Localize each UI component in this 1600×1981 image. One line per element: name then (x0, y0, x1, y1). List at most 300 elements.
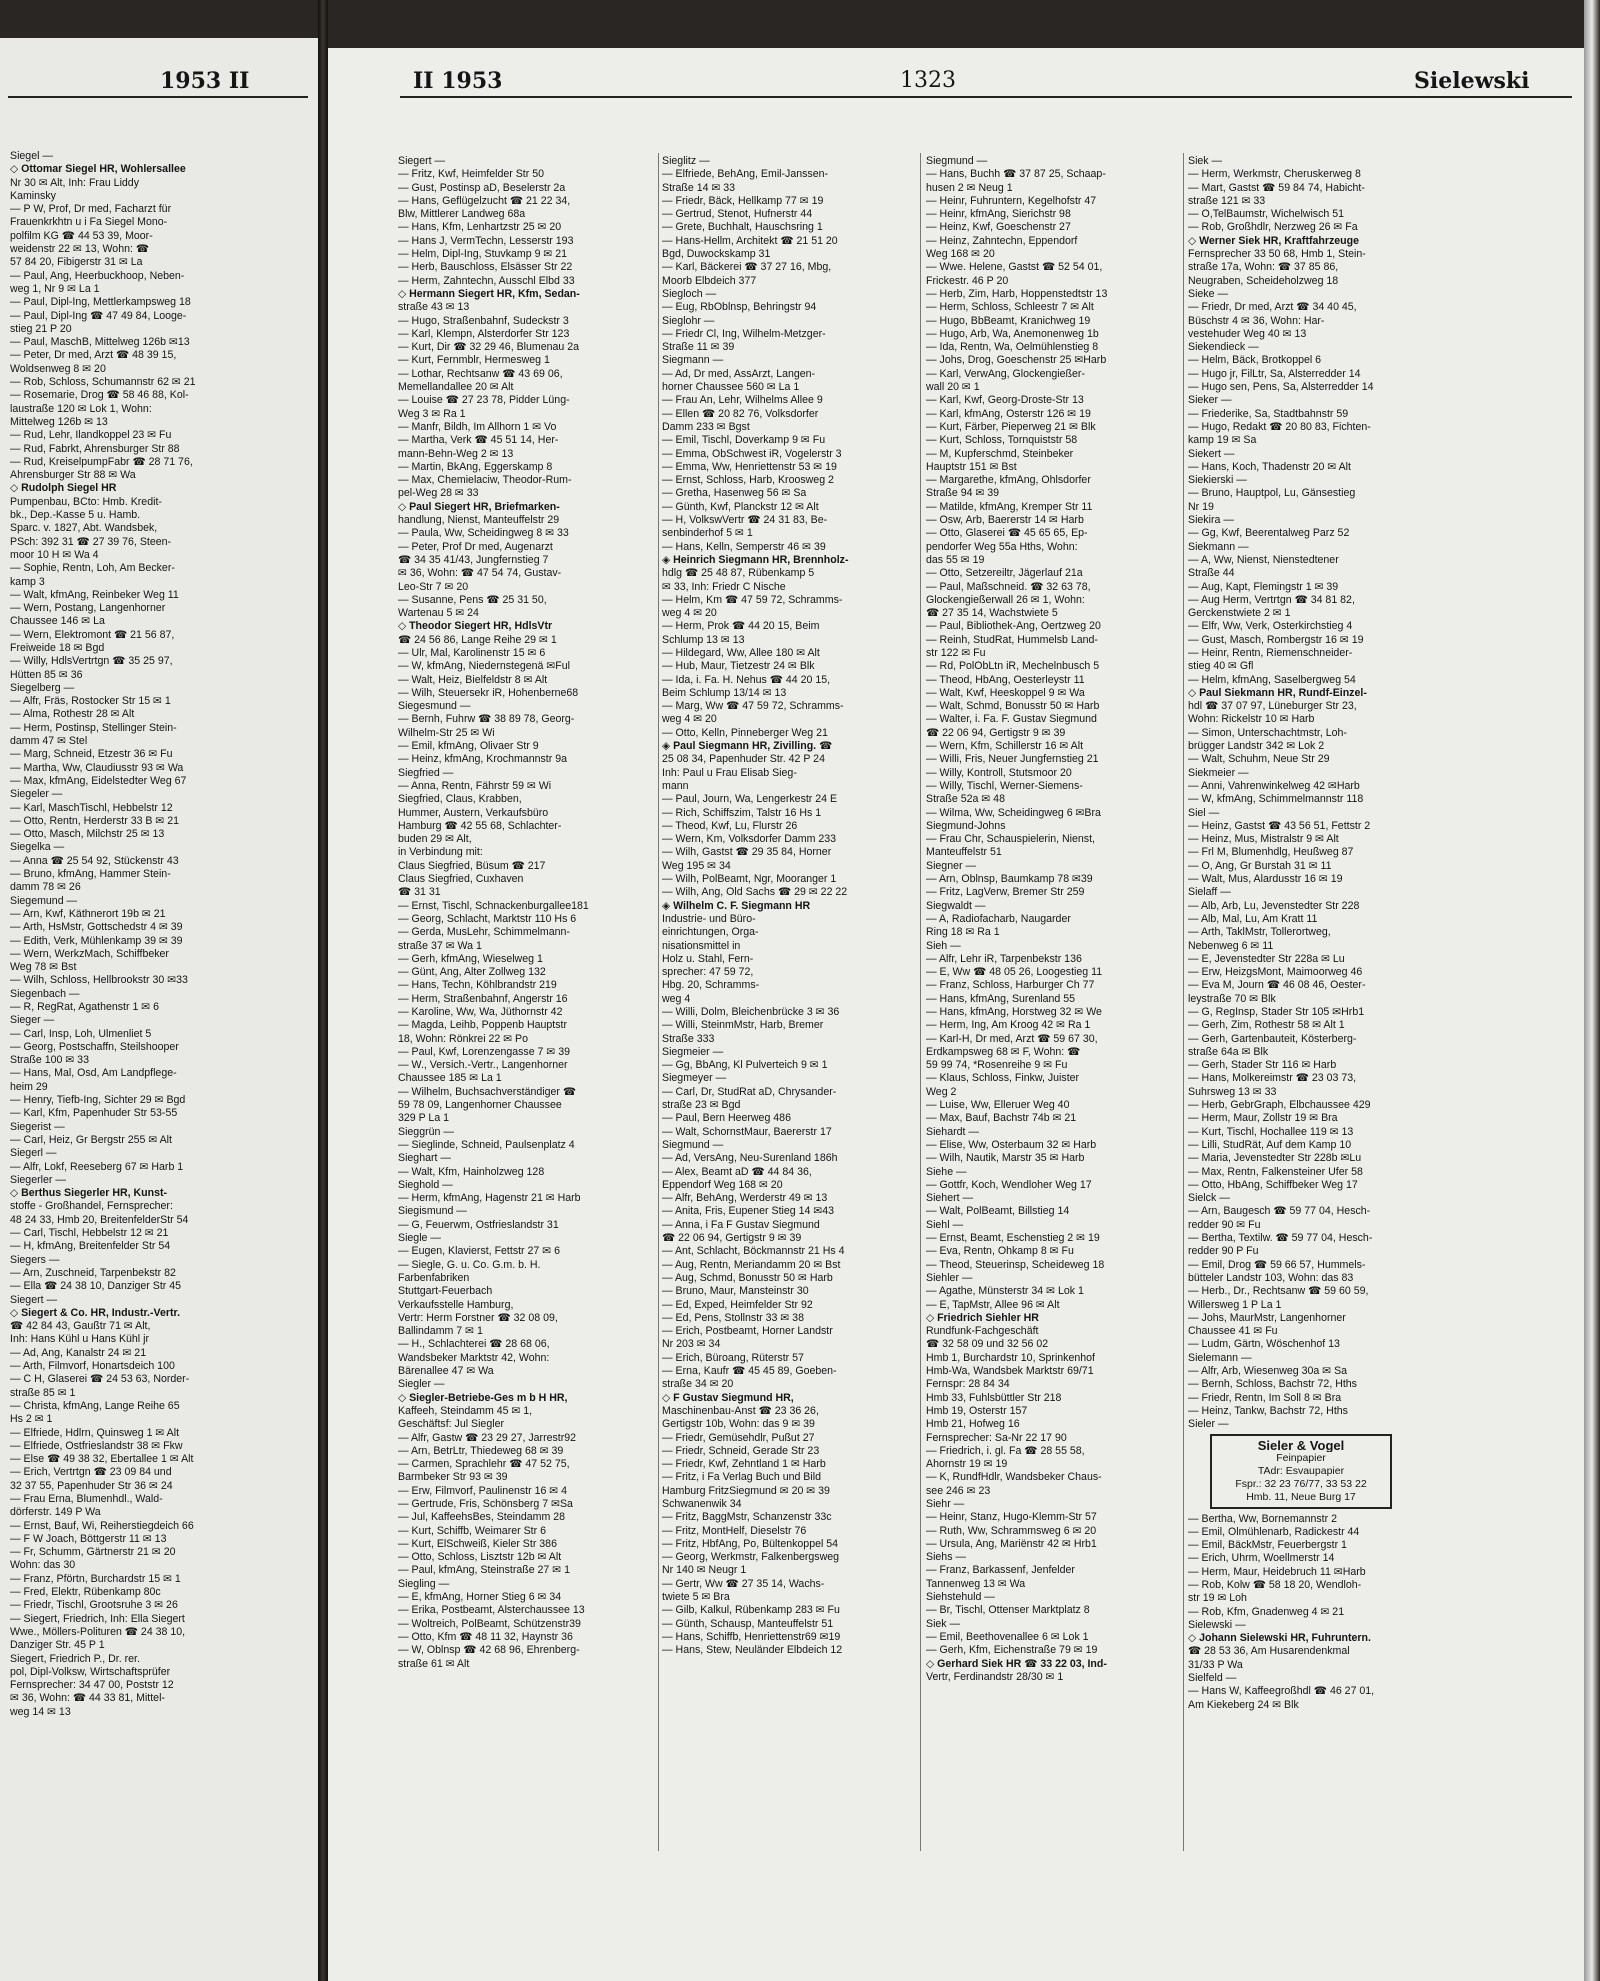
directory-column-3 (926, 155, 1182, 1855)
ad-line: TAdr: Esvaupapier (1257, 1464, 1345, 1477)
directory-entry: Ahrensburger Str 88 ✉ Wa (10, 469, 136, 482)
directory-entry: — Carmen, Sprachlehr ☎ 47 52 75, (398, 1458, 570, 1471)
directory-entry: Freiweide 18 ✉ Bgd (10, 641, 105, 654)
directory-entry: — Paul, Bibliothek-Ang, Oertzweg 20 (926, 620, 1101, 633)
directory-entry: — Hans, kfmAng, Surenland 55 (926, 992, 1075, 1005)
directory-entry: — Hildegard, Ww, Allee 180 ✉ Alt (662, 646, 820, 659)
directory-entry: — Edith, Verk, Mühlenkamp 39 ✉ 39 (10, 934, 183, 947)
directory-entry: — Theod, HbAng, Oesterleystr 11 (926, 673, 1085, 686)
directory-entry: Kaminsky (10, 189, 56, 202)
directory-entry: Fernsprecher 33 50 68, Hmb 1, Stein- (1188, 248, 1366, 261)
directory-entry: — Eva, Rentn, Ohkamp 8 ✉ Fu (926, 1245, 1074, 1258)
directory-entry: laustraße 120 ✉ Lok 1, Wohn: (10, 402, 152, 415)
directory-entry: PSch: 392 31 ☎ 27 39 76, Steen- (10, 535, 172, 548)
directory-entry: — Martin, BkAng, Eggerskamp 8 (398, 460, 553, 473)
directory-entry: ◇ Rudolph Siegel HR (10, 482, 117, 495)
directory-entry: Siegismund — (398, 1205, 467, 1218)
directory-entry: — Emil, Drog ☎ 59 66 57, Hummels- (1188, 1258, 1366, 1271)
directory-entry: hdl ☎ 37 07 97, Lüneburger Str 23, (1188, 700, 1357, 713)
directory-entry: in Verbindung mit: (398, 846, 483, 859)
directory-entry: — Ad, Dr med, AssArzt, Langen- (662, 367, 816, 380)
directory-entry: — Willi, Fris, Neuer Jungfernstieg 21 (926, 753, 1099, 766)
directory-entry: Siegloch — (662, 287, 717, 300)
directory-entry: — Hans, Koch, Thadenstr 20 ✉ Alt (1188, 460, 1351, 473)
directory-entry: — Wilh, Nautik, Marstr 35 ✉ Harb (926, 1152, 1085, 1165)
directory-entry: — Maria, Jevenstedter Str 228b ✉Lu (1188, 1152, 1362, 1165)
directory-entry: — Paul, Kwf, Lorenzengasse 7 ✉ 39 (398, 1045, 570, 1058)
directory-entry: — Alex, Beamt aD ☎ 44 84 36, (662, 1165, 812, 1178)
directory-entry: Hmb 33, Fuhlsbüttler Str 218 (926, 1391, 1062, 1404)
directory-entry: — Ella ☎ 24 38 10, Danziger Str 45 (10, 1280, 182, 1293)
directory-entry: Siel — (1188, 806, 1220, 819)
directory-entry: — A, Ww, Nienst, Nienstedtener (1188, 553, 1339, 566)
directory-entry: vestehuder Weg 40 ✉ 13 (1188, 327, 1307, 340)
directory-entry: — Herm, kfmAng, Hagenstr 21 ✉ Harb (398, 1192, 581, 1205)
directory-entry: — Arth, TaklMstr, Tollerortweg, (1188, 926, 1331, 939)
directory-entry: — Arn, Baugesch ☎ 59 77 04, Hesch- (1188, 1205, 1371, 1218)
directory-entry: — Karl, Kfm, Papenhuder Str 53-55 (10, 1107, 178, 1120)
directory-entry: — P W, Prof, Dr med, Facharzt für (10, 203, 172, 216)
directory-entry: — Günt, Ang, Alter Zollweg 132 (398, 966, 546, 979)
directory-entry: — Johs, Drog, Goeschenstr 25 ✉Harb (926, 354, 1107, 367)
directory-entry: — Alfr, Arb, Wiesenweg 30a ✉ Sa (1188, 1365, 1348, 1378)
directory-entry: — Helm, kfmAng, Saselbergweg 54 (1188, 673, 1356, 686)
directory-entry: — Alfr, BehAng, Werderstr 49 ✉ 13 (662, 1192, 828, 1205)
directory-entry: — Friedr, Dr med, Arzt ☎ 34 40 45, (1188, 301, 1357, 314)
directory-entry: — Paul, Maßschneid. ☎ 32 63 78, (926, 580, 1091, 593)
directory-entry: 32 37 55, Papenhuder Str 36 ✉ 24 (10, 1479, 173, 1492)
directory-entry: — Bruno, Hauptpol, Lu, Gänsestieg (1188, 487, 1356, 500)
directory-entry: — Fritz, LagVerw, Bremer Str 259 (926, 886, 1085, 899)
directory-entry: Vertr: Herm Forstner ☎ 32 08 09, (398, 1311, 558, 1324)
directory-entry: Wwe., Möllers-Polituren ☎ 24 38 10, (10, 1625, 186, 1638)
directory-entry: — Ernst, Tischl, Schnackenburgallee181 (398, 899, 589, 912)
directory-entry: sprecher: 47 59 72, (662, 966, 754, 979)
directory-entry: Sielemann — (1188, 1351, 1252, 1364)
directory-entry: — Walt, Kfm, Hainholzweg 128 (398, 1165, 545, 1178)
directory-entry: — Erw, Filmvorf, Paulinenstr 16 ✉ 4 (398, 1484, 568, 1497)
directory-entry: straße 43 ✉ 13 (398, 301, 470, 314)
directory-entry: mann-Behn-Weg 2 ✉ 13 (398, 447, 514, 460)
directory-entry: — Elfriede, Hdlrn, Quinsweg 1 ✉ Alt (10, 1426, 180, 1439)
directory-entry: — Herb, Zim, Harb, Hoppenstedtstr 13 (926, 287, 1108, 300)
directory-entry: — Friedr, Tischl, Grootsruhe 3 ✉ 26 (10, 1599, 178, 1612)
directory-entry: — Fritz, i Fa Verlag Buch und Bild (662, 1471, 821, 1484)
directory-entry: — Gerh, Kfm, Eichenstraße 79 ✉ 19 (926, 1644, 1098, 1657)
directory-entry: — Emma, Ww, Henriettenstr 53 ✉ 19 (662, 460, 837, 473)
directory-entry: straße 85 ✉ 1 (10, 1386, 76, 1399)
directory-entry: Siekira — (1188, 514, 1234, 527)
directory-entry: Vertr, Ferdinandstr 28/30 ✉ 1 (926, 1670, 1064, 1683)
directory-entry: Wilhelm-Str 25 ✉ Wi (398, 726, 495, 739)
directory-entry: — Friedrich, i. gl. Fa ☎ 28 55 58, (926, 1444, 1085, 1457)
directory-entry: brügger Landstr 342 ✉ Lok 2 (1188, 740, 1325, 753)
directory-entry: — Hans, Molkereimstr ☎ 23 03 73, (1188, 1072, 1357, 1085)
directory-entry: — Emil, Tischl, Doverkamp 9 ✉ Fu (662, 434, 826, 447)
directory-entry: — Willy, HdlsVertrtgn ☎ 35 25 97, (10, 655, 173, 668)
directory-entry: — Walt, Schmd, Bonusstr 50 ✉ Harb (926, 700, 1100, 713)
directory-entry: Siehert — (926, 1192, 974, 1205)
directory-entry: Siehl — (926, 1218, 964, 1231)
directory-entry: husen 2 ✉ Neug 1 (926, 181, 1013, 194)
directory-entry: Memellandallee 20 ✉ Alt (398, 381, 514, 394)
directory-entry: Ballindamm 7 ✉ 1 (398, 1325, 483, 1338)
directory-entry: ☎ 22 06 94, Gertigstr 9 ✉ 39 (662, 1232, 802, 1245)
directory-entry: Straße 11 ✉ 39 (662, 341, 735, 354)
directory-entry: — Herm, Schloss, Schleestr 7 ✉ Alt (926, 301, 1094, 314)
directory-entry: — Gretha, Hasenweg 56 ✉ Sa (662, 487, 807, 500)
directory-entry: Siegelberg — (10, 681, 75, 694)
directory-entry: ✉ 36, Wohn: ☎ 47 54 74, Gustav- (398, 567, 562, 580)
directory-entry: — Anni, Vahrenwinkelweg 42 ✉Harb (1188, 779, 1360, 792)
directory-entry: — Erika, Postbeamt, Alsterchaussee 13 (398, 1604, 585, 1617)
directory-entry: Sieker — (1188, 394, 1232, 407)
directory-entry: — Gertrud, Stenot, Hufnerstr 44 (662, 208, 813, 221)
directory-entry: — Wilh, Gastst ☎ 29 35 84, Horner (662, 846, 832, 859)
directory-entry: Sieglitz — (662, 155, 710, 167)
directory-column-2 (662, 155, 918, 1855)
directory-entry: Siehstehuld — (926, 1591, 995, 1604)
directory-entry: ◇ Ottomar Siegel HR, Wohlersallee (10, 163, 186, 176)
directory-entry: — Ulr, Mal, Karolinenstr 15 ✉ 6 (398, 646, 546, 659)
directory-entry: — Kurt, Schiffb, Weimarer Str 6 (398, 1524, 546, 1537)
ad-line: Fspr.: 32 23 76/77, 33 53 22 (1235, 1477, 1367, 1490)
directory-entry: — Frau Chr, Schauspielerin, Nienst, (926, 833, 1095, 846)
directory-entry: — Wern, Postang, Langenhorner (10, 602, 166, 615)
directory-entry: — Otto, Kfm ☎ 48 11 32, Haynstr 36 (398, 1630, 573, 1643)
directory-entry: — Herm, Maur, Zollstr 19 ✉ Bra (1188, 1112, 1338, 1125)
directory-entry: — Wilh, Steuersekr iR, Hohenberne68 (398, 686, 579, 699)
header-rule-right (400, 96, 1572, 98)
directory-entry: kamp 3 (10, 575, 45, 588)
directory-entry: kamp 19 ✉ Sa (1188, 434, 1257, 447)
directory-entry: — Paul, Ang, Heerbuckhoop, Neben- (10, 269, 185, 282)
directory-entry: — Helm, Dipl-Ing, Stuvkamp 9 ✉ 21 (398, 248, 568, 261)
directory-entry: — Paul, Bern Heerweg 486 (662, 1112, 791, 1125)
directory-entry: str 122 ✉ Fu (926, 646, 986, 659)
directory-entry: — Alb, Arb, Lu, Jevenstedter Str 228 (1188, 899, 1360, 912)
directory-entry: Siehr — (926, 1497, 965, 1510)
directory-entry: Mittelweg 126b ✉ 13 (10, 415, 108, 428)
directory-entry: — Otto, Glaserei ☎ 45 65 65, Ep- (926, 527, 1088, 540)
directory-entry: — Herm, Maur, Heidebruch 11 ✉Harb (1188, 1565, 1366, 1578)
directory-entry: — Max, kfmAng, Eidelstedter Weg 67 (10, 774, 187, 787)
directory-entry: ☎ 28 53 36, Am Husarendenkmal (1188, 1645, 1350, 1658)
directory-entry: — Erich, Postbeamt, Horner Landstr (662, 1325, 833, 1338)
directory-entry: 18, Wohn: Rönkrei 22 ✉ Po (398, 1032, 528, 1045)
directory-entry: mann (662, 779, 689, 792)
directory-entry: — Frau An, Lehr, Wilhelms Allee 9 (662, 394, 823, 407)
directory-entry: — Ant, Schlacht, Böckmannstr 21 Hs 4 (662, 1245, 845, 1258)
directory-entry: damm 47 ✉ Stel (10, 735, 88, 748)
directory-entry: Sielaff — (1188, 886, 1231, 899)
directory-entry: — Theod, Kwf, Lu, Flurstr 26 (662, 819, 798, 832)
directory-entry: Siegerler — (10, 1173, 66, 1186)
directory-entry: — Wilh, Ang, Old Sachs ☎ 29 ✉ 22 22 (662, 886, 848, 899)
directory-entry: Siegmund — (662, 1138, 724, 1151)
directory-entry: — Karl, MaschTischl, Hebbelstr 12 (10, 801, 173, 814)
directory-entry: Siegemund — (10, 894, 78, 907)
directory-entry: straße 64a ✉ Blk (1188, 1045, 1269, 1058)
directory-entry: — Kurt, ElSchweiß, Kieler Str 386 (398, 1537, 557, 1550)
directory-entry: — Susanne, Pens ☎ 25 31 50, (398, 593, 547, 606)
directory-entry: — Kurt, Dir ☎ 32 29 46, Blumenau 2a (398, 341, 580, 354)
directory-entry: — Kurt, Schloss, Tornquiststr 58 (926, 434, 1078, 447)
directory-entry: — Ida, Rentn, Wa, Oelmühlenstieg 8 (926, 341, 1099, 354)
directory-entry: leystraße 70 ✉ Blk (1188, 992, 1276, 1005)
directory-entry: Verkaufsstelle Hamburg, (398, 1298, 514, 1311)
directory-entry: Gerckenstwiete 2 ✉ 1 (1188, 607, 1291, 620)
directory-entry: — Bruno, kfmAng, Hammer Stein- (10, 868, 171, 881)
book-gutter (318, 0, 328, 1981)
directory-entry: — Max, Rentn, Falkensteiner Ufer 58 (1188, 1165, 1363, 1178)
directory-entry: 25 08 34, Papenhuder Str. 42 P 24 (662, 753, 825, 766)
directory-entry: — Rosemarie, Drog ☎ 58 46 88, Kol- (10, 389, 189, 402)
directory-entry: — Ernst, Bauf, Wi, Reiherstiegdeich 66 (10, 1519, 194, 1532)
directory-entry: — Johs, MaurMstr, Langenhorner (1188, 1311, 1346, 1324)
directory-entry: — Anna, Rentn, Fährstr 59 ✉ Wi (398, 779, 552, 792)
directory-entry: — Emil, kfmAng, Olivaer Str 9 (398, 740, 539, 753)
directory-entry: — R, RegRat, Agathenstr 1 ✉ 6 (10, 1001, 160, 1013)
directory-entry: — Louise ☎ 27 23 78, Pidder Lüng- (398, 394, 570, 407)
directory-entry: Fernsprecher: Sa-Nr 22 17 90 (926, 1431, 1067, 1444)
directory-entry: — Rud, Fabrkt, Ahrensburger Str 88 (10, 442, 180, 455)
directory-entry: Siegerl — (10, 1147, 57, 1160)
directory-entry: — Mart, Gastst ☎ 59 84 74, Habicht- (1188, 181, 1365, 194)
directory-entry: ◇ Johann Sielewski HR, Fuhruntern. (1188, 1632, 1371, 1645)
directory-entry: Schwanenwik 34 (662, 1497, 742, 1510)
directory-entry: Ring 18 ✉ Ra 1 (926, 926, 1000, 939)
directory-entry: — Kurt, Färber, Pieperweg 21 ✉ Blk (926, 420, 1096, 433)
directory-entry: — Georg, Postschaffn, Steilshooper (10, 1040, 179, 1053)
directory-entry: Farbenfabriken (398, 1271, 470, 1284)
directory-entry: Siegling — (398, 1577, 450, 1590)
directory-entry: Inh: Paul u Frau Elisab Sieg- (662, 766, 797, 779)
directory-entry: — Erich, Büroang, Rüterstr 57 (662, 1351, 804, 1364)
directory-entry: Siehs — (926, 1551, 967, 1564)
directory-entry: — Friedr, Schneid, Gerade Str 23 (662, 1444, 820, 1457)
directory-entry: — W, kfmAng, Niedernstegenä ✉Ful (398, 660, 570, 673)
directory-entry: Siegwaldt — (926, 899, 986, 912)
directory-entry: ☎ 32 58 09 und 32 56 02 (926, 1338, 1049, 1351)
directory-entry: stieg 21 P 20 (10, 322, 72, 335)
directory-entry: — Hans, Buchh ☎ 37 87 25, Schaap- (926, 168, 1106, 181)
directory-entry: Siegfried, Claus, Krabben, (398, 793, 522, 806)
directory-entry: — Arn, Zuschneid, Tarpenbekstr 82 (10, 1266, 176, 1279)
directory-entry: Sielewski — (1188, 1618, 1246, 1631)
directory-entry: — Frau Erna, Blumenhdl., Wald- (10, 1492, 163, 1505)
directory-entry: — Hans J, VermTechn, Lesserstr 193 (398, 234, 574, 247)
directory-entry: Sieggrün — (398, 1125, 454, 1138)
directory-entry: ◇ Friedrich Siehler HR (926, 1311, 1039, 1324)
directory-entry: — Sophie, Rentn, Loh, Am Becker- (10, 562, 175, 575)
directory-entry: Glockengießerwall 26 ✉ 1, Wohn: (926, 593, 1085, 606)
directory-entry: — Willi, SteinmMstr, Harb, Bremer (662, 1019, 824, 1032)
directory-entry: Wandsbeker Marktstr 42, Wohn: (398, 1351, 550, 1364)
directory-entry: — Fritz, MontHelf, Dieselstr 76 (662, 1524, 807, 1537)
directory-entry: Siekmann — (1188, 540, 1249, 553)
directory-entry: Hummer, Austern, Verkaufsbüro (398, 806, 549, 819)
directory-entry: — W, kfmAng, Schimmelmannstr 118 (1188, 793, 1364, 806)
directory-entry: Straße 94 ✉ 39 (926, 487, 1000, 500)
directory-entry: — Reinh, StudRat, Hummelsb Land- (926, 633, 1098, 646)
directory-entry: — Heinz, Zahntechn, Eppendorf (926, 234, 1078, 247)
directory-entry: ☎ 31 31 (398, 886, 441, 899)
directory-entry: 48 24 33, Hmb 20, BreitenfelderStr 54 (10, 1213, 189, 1226)
directory-entry: ☎ 27 35 14, Wachstwiete 5 (926, 607, 1058, 620)
directory-entry: straße 37 ✉ Wa 1 (398, 939, 482, 952)
directory-entry: hdlg ☎ 25 48 87, Rübenkamp 5 (662, 567, 815, 580)
directory-entry: — Wilh, Schloss, Hellbrookstr 30 ✉33 (10, 974, 188, 987)
directory-entry: Wohn: Rickelstr 10 ✉ Harb (1188, 713, 1315, 726)
directory-entry: Inh: Hans Kühl u Hans Kühl jr (10, 1333, 149, 1346)
column-divider (1183, 153, 1184, 1851)
directory-entry: — Rich, Schiffszim, Talstr 16 Hs 1 (662, 806, 822, 819)
directory-entry: — Gust, Masch, Rombergstr 16 ✉ 19 (1188, 633, 1364, 646)
advertisement-box (1210, 1434, 1392, 1509)
directory-entry: Sieh — (926, 939, 961, 952)
directory-entry: Siegfried — (398, 766, 454, 779)
directory-entry: — Günth, Kwf, Planckstr 12 ✉ Alt (662, 500, 819, 513)
directory-entry: — Otto, Schloss, Lisztstr 12b ✉ Alt (398, 1551, 562, 1564)
directory-entry: — Hugo, Straßenbahnf, Sudeckstr 3 (398, 314, 569, 327)
directory-entry: — Lothar, Rechtsanw ☎ 43 69 06, (398, 367, 563, 380)
directory-entry: Siegert, Friedrich P., Dr. rer. (10, 1652, 140, 1665)
directory-entry: — Aug, Schmd, Bonusstr 50 ✉ Harb (662, 1271, 833, 1284)
directory-entry: Damm 233 ✉ Bgst (662, 420, 750, 433)
directory-entry: — Rd, PolObLtn iR, Mechelnbusch 5 (926, 660, 1100, 673)
directory-entry: — Karl, Klempn, Alsterdorfer Str 123 (398, 327, 570, 340)
directory-entry: das 55 ✉ 19 (926, 553, 985, 566)
directory-entry: — Heinr, kfmAng, Sierichstr 98 (926, 208, 1071, 221)
directory-entry: Nr 30 ✉ Alt, Inh: Frau Liddy (10, 176, 139, 189)
directory-entry: — Gerh, Stader Str 116 ✉ Harb (1188, 1059, 1337, 1072)
directory-entry: ☎ 42 84 43, Gaußtr 71 ✉ Alt, (10, 1320, 151, 1333)
directory-entry: — Hans, Kelln, Semperstr 46 ✉ 39 (662, 540, 826, 553)
directory-entry: Siehe — (926, 1165, 967, 1178)
directory-entry: — G, Feuerwm, Ostfrieslandstr 31 (398, 1218, 559, 1231)
directory-entry: — Carl, Tischl, Hebbelstr 12 ✉ 21 (10, 1227, 169, 1240)
directory-entry: Bärenallee 47 ✉ Wa (398, 1365, 494, 1378)
directory-entry: Büschstr 4 ✉ 36, Wohn: Har- (1188, 314, 1325, 327)
directory-entry: — Aug, Rentn, Meriandamm 20 ✉ Bst (662, 1258, 841, 1271)
directory-entry: Sieger — (10, 1014, 55, 1027)
directory-entry: 329 P La 1 (398, 1112, 450, 1125)
directory-entry: — Ed, Exped, Heimfelder Str 92 (662, 1298, 813, 1311)
directory-entry: damm 78 ✉ 26 (10, 881, 81, 894)
directory-entry: — Willy, Tischl, Werner-Siemens- (926, 779, 1083, 792)
directory-entry: — Hub, Maur, Tietzestr 24 ✉ Blk (662, 660, 815, 673)
directory-entry: Wohn: das 30 (10, 1559, 76, 1572)
directory-entry: moor 10 H ✉ Wa 4 (10, 548, 99, 561)
directory-entry: einrichtungen, Orga- (662, 926, 759, 939)
directory-entry: — Wern, WerkzMach, Schiffbeker (10, 947, 169, 960)
directory-entry: — Agathe, Münsterstr 34 ✉ Lok 1 (926, 1285, 1084, 1298)
directory-entry: — Erna, Kaufr ☎ 45 45 89, Goeben- (662, 1365, 837, 1378)
directory-entry: — Franz, Barkassenf, Jenfelder (926, 1564, 1075, 1577)
directory-entry: Holz u. Stahl, Fern- (662, 952, 754, 965)
directory-entry: — Woltreich, PolBeamt, Schützenstr39 (398, 1617, 581, 1630)
directory-entry: 59 78 09, Langenhorner Chaussee (398, 1099, 562, 1112)
directory-entry: — Emil, Beethovenallee 6 ✉ Lok 1 (926, 1630, 1089, 1643)
directory-entry: — Otto, Masch, Milchstr 25 ✉ 13 (10, 828, 165, 841)
directory-entry: — Fr, Schumm, Gärtnerstr 21 ✉ 20 (10, 1546, 176, 1559)
directory-entry: — Hugo sen, Pens, Sa, Alsterredder 14 (1188, 381, 1374, 394)
directory-entry: Maschinenbau-Anst ☎ 23 36 26, (662, 1404, 819, 1417)
directory-entry: — H., Schlachterei ☎ 28 68 06, (398, 1338, 550, 1351)
directory-entry: ☎ 22 06 94, Gertigstr 9 ✉ 39 (926, 726, 1066, 739)
directory-entry: — E, kfmAng, Horner Stieg 6 ✉ 34 (398, 1591, 562, 1604)
directory-entry: ◈ Paul Siegmann HR, Zivilling. ☎ (662, 740, 833, 753)
directory-entry: — Herm, Ing, Am Kroog 42 ✉ Ra 1 (926, 1019, 1091, 1032)
directory-entry: — Erw, HeizgsMont, Maimoorweg 46 (1188, 966, 1363, 979)
directory-entry: — Otto, HbAng, Schiffbeker Weg 17 (1188, 1178, 1358, 1191)
directory-entry: — Hans, Geflügelzucht ☎ 21 22 34, (398, 194, 571, 207)
directory-entry: — Walt, Kwf, Heeskoppel 9 ✉ Wa (926, 686, 1085, 699)
directory-entry: — Friederike, Sa, Stadtbahnstr 59 (1188, 407, 1349, 420)
page-edge (1584, 0, 1600, 1981)
directory-entry: — Helm, Km ☎ 47 59 72, Schramms- (662, 593, 843, 606)
directory-entry: — Hans, Techn, Köhlbrandstr 219 (398, 979, 557, 992)
directory-entry: — Arn, BetrLtr, Thiedeweg 68 ✉ 39 (398, 1444, 564, 1457)
directory-entry: Straße 44 (1188, 567, 1235, 580)
directory-entry: Industrie- und Büro- (662, 912, 756, 925)
directory-entry: Pumpenbau, BCto: Hmb. Kredit- (10, 495, 162, 508)
directory-entry: Siek — (926, 1617, 961, 1630)
directory-entry: Woldsenweg 8 ✉ 20 (10, 362, 106, 375)
directory-entry: Fernspr: 28 84 34 (926, 1378, 1010, 1391)
directory-entry: ◇ Berthus Siegerler HR, Kunst- (10, 1187, 168, 1200)
directory-entry: — Eug, RbOblnsp, Behringstr 94 (662, 301, 817, 314)
directory-entry: — Heinr, Rentn, Riemenschneider- (1188, 646, 1353, 659)
directory-entry: — Friedr, Gemüsehdlr, Pußut 27 (662, 1431, 815, 1444)
directory-entry: — Arn, Kwf, Käthnerort 19b ✉ 21 (10, 907, 166, 920)
directory-entry: ◇ Theodor Siegert HR, HdlsVtr (398, 620, 553, 633)
directory-entry: — Anna, i Fa F Gustav Siegmund (662, 1218, 820, 1231)
directory-entry: — E, TapMstr, Allee 96 ✉ Alt (926, 1298, 1060, 1311)
directory-entry: — Bertha, Ww, Bornemannstr 2 (1188, 1512, 1337, 1525)
directory-entry: — Christa, kfmAng, Lange Reihe 65 (10, 1399, 180, 1412)
directory-entry: Tannenweg 13 ✉ Wa (926, 1577, 1026, 1590)
directory-entry: — Paul, Dipl-Ing ☎ 47 49 84, Looge- (10, 309, 187, 322)
directory-entry: — C H, Glaserei ☎ 24 53 63, Norder- (10, 1373, 190, 1386)
directory-entry: — Herb., Dr., Rechtsanw ☎ 59 60 59, (1188, 1285, 1369, 1298)
directory-entry: ◇ Paul Siekmann HR, Rundf-Einzel- (1188, 686, 1367, 699)
directory-entry: Siekert — (1188, 447, 1235, 460)
directory-entry: — Franz, Pförtn, Burchardstr 15 ✉ 1 (10, 1572, 181, 1585)
directory-entry: Sieler — (1188, 1418, 1229, 1431)
directory-entry: — Gerh, Zim, Rothestr 58 ✉ Alt 1 (1188, 1019, 1345, 1032)
directory-entry: straße 34 ✉ 20 (662, 1378, 734, 1391)
left-running-head: 1953 II (160, 68, 250, 94)
directory-entry: — Walt, PolBeamt, Billstieg 14 (926, 1205, 1070, 1218)
directory-entry: — Elise, Ww, Osterbaum 32 ✉ Harb (926, 1138, 1097, 1151)
directory-entry: Eppendorf Weg 168 ✉ 20 (662, 1178, 783, 1191)
directory-entry: — Herb, GebrGraph, Elbchaussee 429 (1188, 1099, 1371, 1112)
directory-entry: — Heinz, Kwf, Goeschenstr 27 (926, 221, 1071, 234)
directory-entry: — Rob, Kfm, Gnadenweg 4 ✉ 21 (1188, 1605, 1345, 1618)
directory-entry: — Peter, Prof Dr med, Augenarzt (398, 540, 553, 553)
directory-entry: — Herm, Prok ☎ 44 20 15, Beim (662, 620, 820, 633)
directory-entry: Sieghold — (398, 1178, 453, 1191)
directory-entry: pol, Dipl-Volksw, Wirtschaftsprüfer (10, 1665, 171, 1678)
directory-entry: buden 29 ✉ Alt, (398, 833, 472, 846)
directory-entry: Siegmund-Johns (926, 819, 1006, 832)
directory-entry: — Ellen ☎ 20 82 76, Volksdorfer (662, 407, 819, 420)
directory-entry: Nr 203 ✉ 34 (662, 1338, 721, 1351)
directory-entry: Hauptstr 151 ✉ Bst (926, 460, 1017, 473)
directory-entry: Sparc. v. 1827, Abt. Wandsbek, (10, 522, 158, 535)
